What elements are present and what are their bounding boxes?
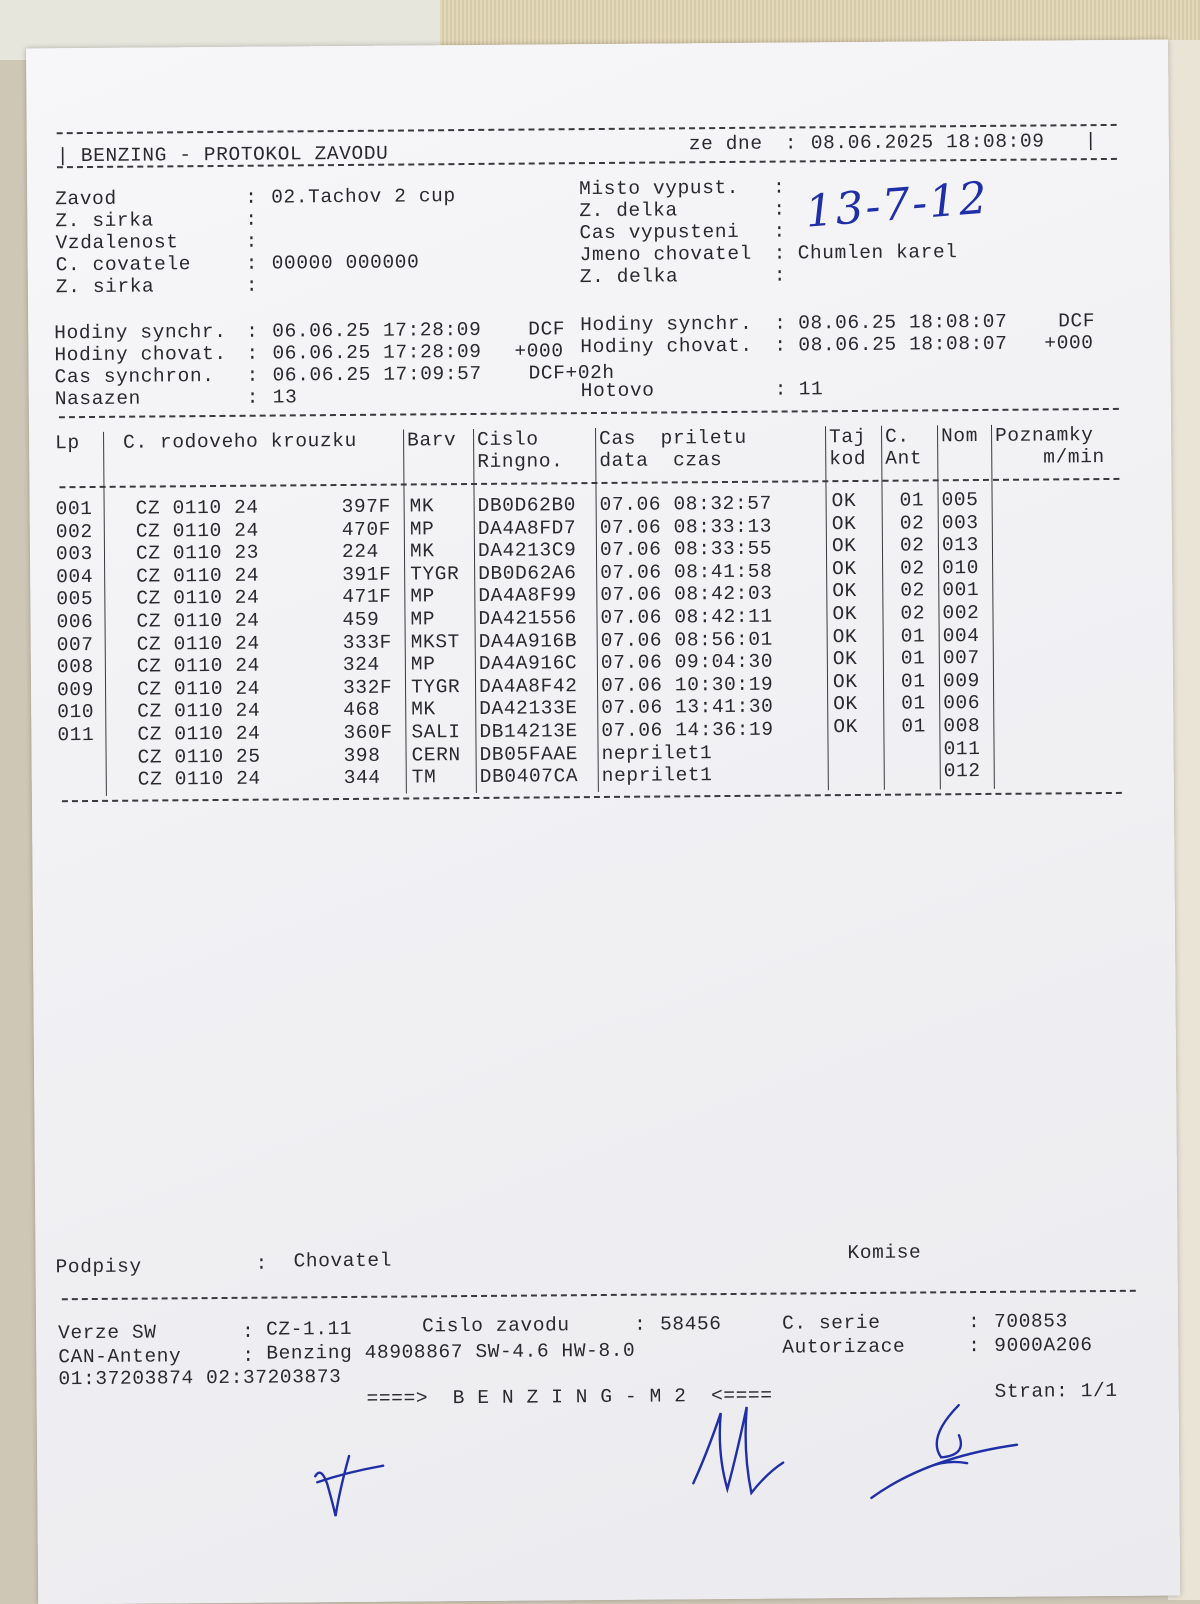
table-cell-ring: CZ 0110 24 [136,677,261,701]
signature-mark-2 [687,1392,798,1503]
info-left-colon: : [245,252,259,275]
table-cell-nom: 003 [941,511,979,534]
table-cell-arrival-time: 07.06 08:42:11 [600,605,773,629]
table-cell-nom: 005 [941,489,979,512]
table-cell-lp: 009 [56,678,95,702]
table-cell-antenna: 02 [900,602,926,625]
footer-banner: ====> B E N Z I N G - M 2 <==== [366,1384,773,1410]
table-cell-ring: CZ 0110 24 [135,496,259,520]
signature-chovatel-label: Chovatel [293,1249,393,1273]
sync-right-colon: : [774,312,787,335]
table-cell-taj-kod: OK [831,489,857,513]
table-cell-ringno: DA4A8FD7 [477,516,577,540]
table-cell-color: MP [410,608,436,631]
footer-can-label: CAN-Anteny [58,1345,182,1369]
sync-right-extra: DCF [1058,310,1096,333]
sync-left-colon: : [246,342,259,365]
table-cell-arrival-time: 07.06 10:30:19 [600,673,774,697]
table-cell-ring: CZ 0110 24 [137,767,261,791]
info-right-colon: : [773,242,787,265]
sync-left-value: 13 [272,386,298,409]
table-cell-ringno: DB0D62A6 [478,561,577,585]
footer-verze-value: CZ-1.11 [266,1317,353,1341]
table-cell-taj-kod: OK [832,557,857,580]
table-cell-taj-kod: OK [832,648,858,671]
footer-colon-4: : [242,1344,255,1367]
sync-right-label: Hodiny synchr. [580,312,753,337]
table-cell-nom: 010 [942,556,980,580]
table-cell-ring-number: 360F [343,721,393,745]
table-cell-ringno: DA4A916C [478,652,578,676]
footer-colon-3: : [967,1311,981,1334]
info-right-label: Misto vypust. [579,176,740,201]
table-cell-color: CERN [411,743,461,767]
table-cell-lp: 007 [56,633,94,656]
table-cell-ring: CZ 0110 25 [137,745,261,769]
table-cell-antenna: 01 [901,715,927,738]
info-left-label: Vzdalenost [55,231,179,255]
table-cell-ring: CZ 0110 24 [136,654,260,678]
table-cell-ringno: DA421556 [478,607,578,630]
sync-right-colon: : [774,334,787,357]
table-cell-antenna: 01 [900,670,926,693]
table-cell-ringno: DB0D62B0 [477,494,577,517]
col-header-ringno: Ringno. [477,450,564,473]
info-right-value: Chumlen karel [797,241,958,265]
table-cell-antenna: 01 [900,625,926,648]
table-cell-color: MK [409,495,435,518]
table-cell-arrival-time: 07.06 08:32:57 [599,492,772,516]
table-cell-color: MK [411,698,436,721]
header-right-bar: | [1084,130,1098,153]
signature-mark-3 [867,1397,1028,1508]
sync-right-label: Hodiny chovat. [580,334,753,359]
signatures-colon: : [255,1252,268,1275]
table-cell-ring-number: 468 [343,699,381,722]
table-cell-ring: CZ 0110 24 [136,587,260,611]
table-cell-arrival-time: neprilet1 [601,764,713,788]
table-cell-ring-number: 471F [342,586,392,609]
table-cell-ringno: DB14213E [479,720,578,743]
sync-left-extra: DCF+02h [528,361,615,385]
table-cell-nom: 012 [943,760,981,783]
table-cell-lp: 011 [57,723,95,747]
table-cell-lp: 001 [55,497,93,521]
table-cell-arrival-time: neprilet1 [601,741,713,765]
table-cell-antenna: 02 [900,557,925,580]
info-right-label: Cas vypusteni [579,220,740,245]
info-right-colon: : [773,264,787,287]
sync-left-label: Hodiny synchr. [54,320,227,345]
table-cell-ringno: DB0407CA [479,765,579,789]
table-cell-taj-kod: OK [832,580,858,603]
table-cell-ring: CZ 0110 24 [137,722,261,746]
table-cell-ring: CZ 0110 23 [135,541,260,565]
document-title: BENZING - PROTOKOL ZAVODU [80,142,389,168]
col-header-kod: kod [829,447,867,471]
table-cell-antenna: 01 [900,647,926,670]
info-right-colon: : [773,220,786,243]
table-cell-ring-number: 398 [343,744,381,767]
date-value: 08.06.2025 18:08:09 [810,130,1045,155]
signature-komise-label: Komise [847,1241,922,1265]
table-cell-ringno: DA4213C9 [477,539,577,563]
header-left-bar: | [56,145,70,168]
table-cell-arrival-time: 07.06 14:36:19 [601,718,774,742]
info-right-colon: : [773,198,786,221]
signature-mark-1 [307,1436,398,1527]
footer-verze-label: Verze SW [58,1321,157,1345]
sync-left-value: 06.06.25 17:09:57 [272,362,482,387]
table-cell-nom: 009 [942,669,981,693]
sync-left-value: 06.06.25 17:28:09 [272,340,482,365]
col-header-nom: Nom [941,425,979,448]
table-top-rule [59,408,1119,418]
table-cell-color: MKST [410,630,460,654]
footer-can-value: Benzing 48908867 SW-4.6 HW-8.0 [266,1339,636,1365]
col-header-lp: Lp [55,432,80,455]
table-cell-taj-kod: OK [832,602,858,626]
info-left-label: Zavod [55,187,117,211]
table-cell-arrival-time: 07.06 08:42:03 [600,583,773,607]
table-header-rule [59,478,1119,488]
table-cell-arrival-time: 07.06 08:33:13 [599,515,773,539]
date-label: ze dne [688,132,763,156]
sync-left-label: Nasazen [54,387,141,411]
sync-right-value: 11 [798,378,824,401]
table-cell-ringno: DA42133E [479,697,578,721]
info-left-label: C. covatele [55,253,192,277]
table-cell-antenna: 01 [899,489,925,512]
col-header-taj: Taj [829,425,867,449]
footer-serie-value: 700853 [993,1310,1068,1333]
table-cell-taj-kod: OK [832,625,858,648]
table-cell-ring: CZ 0110 24 [136,632,260,656]
footer-autor-label: Autorizace [782,1335,906,1359]
sync-left-label: Hodiny chovat. [54,342,227,367]
table-cell-ringno: DA4A916B [478,629,578,653]
footer-cislo-value: 58456 [659,1313,722,1336]
info-left-value: 02.Tachov 2 cup [271,185,456,209]
table-cell-color: MP [410,585,436,608]
table-cell-ring-number: 397F [341,495,391,519]
table-cell-taj-kod: OK [833,715,859,739]
sync-right-value: 08.06.25 18:08:07 [798,332,1008,357]
col-header-ring: C. rodoveho krouzku [123,429,357,454]
table-cell-antenna: 01 [901,692,926,716]
table-cell-taj-kod: OK [831,512,857,535]
sync-right-colon: : [774,378,788,401]
table-cell-color: MP [410,653,436,676]
table-cell-color: TM [411,766,437,789]
footer-autor-value: 9000A206 [994,1334,1093,1357]
info-left-value: 00000 000000 [271,251,420,275]
table-cell-ring: CZ 0110 24 [135,519,259,543]
table-cell-nom: 002 [942,602,980,625]
table-cell-ring-number: 224 [341,540,379,564]
table-cell-arrival-time: 07.06 08:41:58 [600,560,773,584]
footer-colon-1: : [242,1320,255,1343]
table-cell-ring: CZ 0110 24 [136,564,260,588]
sync-left-extra: +000 [514,340,564,363]
info-right-colon: : [773,176,786,199]
col-header-cislo: Cislo [477,428,539,451]
sync-left-value: 06.06.25 17:28:09 [272,318,482,343]
table-cell-arrival-time: 07.06 13:41:30 [601,696,774,720]
table-cell-ringno: DB05FAAE [479,742,579,766]
footer-colon-5: : [968,1335,981,1358]
date-colon: : [784,132,798,155]
table-cell-ring: CZ 0110 24 [137,700,261,724]
footer-serie-label: C. serie [781,1311,881,1335]
table-cell-lp: 004 [56,565,94,589]
table-cell-antenna: 02 [899,534,925,557]
col-header-cas: Cas priletu [599,426,747,450]
table-cell-color: MK [409,540,435,563]
footer-page-number: Stran: 1/1 [994,1379,1118,1403]
sync-left-extra: DCF [528,318,566,341]
col-header-poznamky: Poznamky [995,424,1094,447]
table-cell-taj-kod: OK [833,693,858,716]
sync-left-colon: : [246,364,259,387]
info-right-label: Jmeno chovatel [579,242,752,267]
table-cell-color: TYGR [410,675,461,699]
table-cell-ringno: DA4A8F99 [478,584,577,608]
table-cell-taj-kod: OK [831,535,857,558]
table-cell-lp: 006 [56,610,94,634]
col-header-ant: Ant [885,447,923,470]
col-header-barv: Barv [407,429,457,452]
handwritten-note: 13-7-12 [803,172,991,238]
table-cell-lp: 003 [55,543,93,566]
table-cell-lp: 005 [56,588,94,611]
table-cell-nom: 007 [942,647,980,670]
table-cell-ring: CZ 0110 24 [136,609,260,633]
sync-left-colon: : [246,320,259,343]
sync-right-extra: +000 [1044,332,1094,355]
table-cell-ring-number: 470F [341,518,392,541]
table-cell-arrival-time: 07.06 08:56:01 [600,628,774,652]
sync-left-label: Cas synchron. [54,365,215,389]
footer-colon-2: : [633,1313,647,1336]
info-left-label: Z. sirka [55,209,154,233]
info-right-label: Z. delka [579,199,678,223]
table-cell-lp: 010 [57,701,95,724]
table-bottom-rule [62,792,1122,802]
protocol-sheet [26,40,1180,1604]
table-cell-antenna: 02 [899,512,925,535]
info-left-label: Z. sirka [55,275,155,299]
table-cell-ring-number: 332F [342,676,393,699]
info-left-colon: : [245,186,258,209]
col-header-c: C. [885,425,910,448]
sync-left-colon: : [246,386,260,409]
table-cell-ring-number: 333F [342,631,392,654]
table-cell-ringno: DA4A8F42 [478,674,578,698]
table-cell-nom: 001 [942,579,980,602]
table-cell-ring-number: 459 [342,608,380,632]
footer-cislo-label: Cislo zavodu [421,1314,570,1338]
info-right-label: Z. delka [579,265,679,289]
table-cell-lp: 008 [56,656,94,679]
table-cell-arrival-time: 07.06 09:04:30 [600,650,774,675]
info-left-colon: : [245,274,259,297]
table-cell-lp: 002 [55,520,93,543]
table-cell-nom: 006 [943,692,981,715]
col-header-m-min: m/min [1043,446,1105,469]
table-cell-nom: 011 [943,737,981,760]
sync-right-label: Hotovo [580,379,655,403]
sync-right-value: 08.06.25 18:08:07 [798,310,1008,335]
table-cell-taj-kod: OK [832,670,858,693]
table-cell-antenna: 02 [900,579,926,603]
table-cell-ring-number: 391F [342,563,392,586]
table-cell-ring-number: 324 [342,653,380,677]
table-cell-ring-number: 344 [343,766,381,790]
table-cell-nom: 013 [941,534,979,557]
table-cell-nom: 004 [942,624,980,647]
table-cell-color: MP [409,517,435,541]
table-cell-color: TYGR [410,562,460,586]
info-left-colon: : [245,208,258,231]
col-header-data-czas: data czas [599,449,723,472]
signatures-label: Podpisy [55,1255,142,1279]
footer-antennas: 01:37203874 02:37203873 [58,1366,342,1391]
table-cell-nom: 008 [943,715,981,738]
table-cell-arrival-time: 07.06 08:33:55 [599,537,773,562]
footer-rule [62,1290,1136,1300]
table-cell-color: SALI [411,721,461,744]
info-left-colon: : [245,230,258,253]
